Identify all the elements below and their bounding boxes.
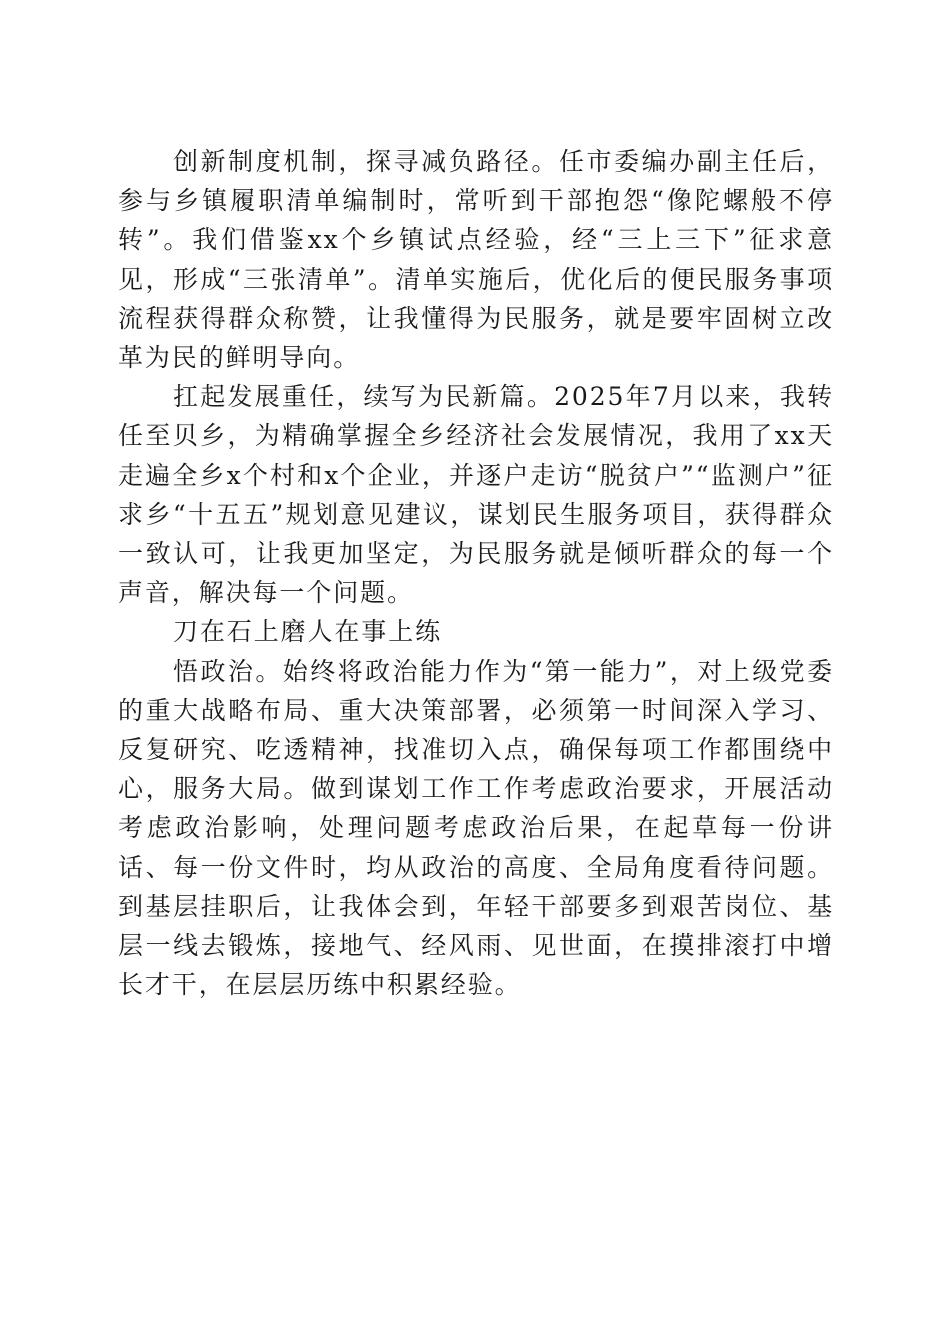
paragraph-reform-mechanism: 创新制度机制，探寻减负路径。任市委编办副主任后，参与乡镇履职清单编制时，常听到干部抱怨“像陀螺般不停转”。我们借鉴xx个乡镇试点经验，经“三上三下”征求意见，形成“三张清单”。清单实施后，优化后的便民服务事项流程获得群众称赞，让我懂得为民服务，就是要牢固树立改革为民的鲜明导向。 — [118, 147, 834, 373]
paragraph-development-duty: 扛起发展重任，续写为民新篇。2025年7月以来，我转任至贝乡，为精确掌握全乡经济社会发展情况，我用了xx天走遍全乡x个村和x个企业，并逐户走访“脱贫户”“监测户”征求乡“十五五”规划意见建议，谋划民生服务项目，获得群众一致认可，让我更加坚定，为民服务就是倾听群众的每一个声音，解决每一个问题。 — [118, 382, 834, 608]
paragraph-political-awareness: 悟政治。始终将政治能力作为“第一能力”，对上级党委的重大战略布局、重大决策部署，必须第一时间深入学习、反复研究、吃透精神，找准切入点，确保每项工作都围绕中心，服务大局。做到谋划工作工作考虑政治要求，开展活动考虑政治影响，处理问题考虑政治后果，在起草每一份讲话、每一份文件时，均从政治的高度、全局角度看待问题。到基层挂职后，让我体会到，年轻干部要多到艰苦岗位、基层一线去锻炼，接地气、经风雨、见世面，在摸排滚打中增长才干，在层层历练中积累经验。 — [118, 656, 834, 1000]
document-page — [118, 142, 834, 1004]
section-heading: 刀在石上磨人在事上练 — [173, 617, 443, 647]
